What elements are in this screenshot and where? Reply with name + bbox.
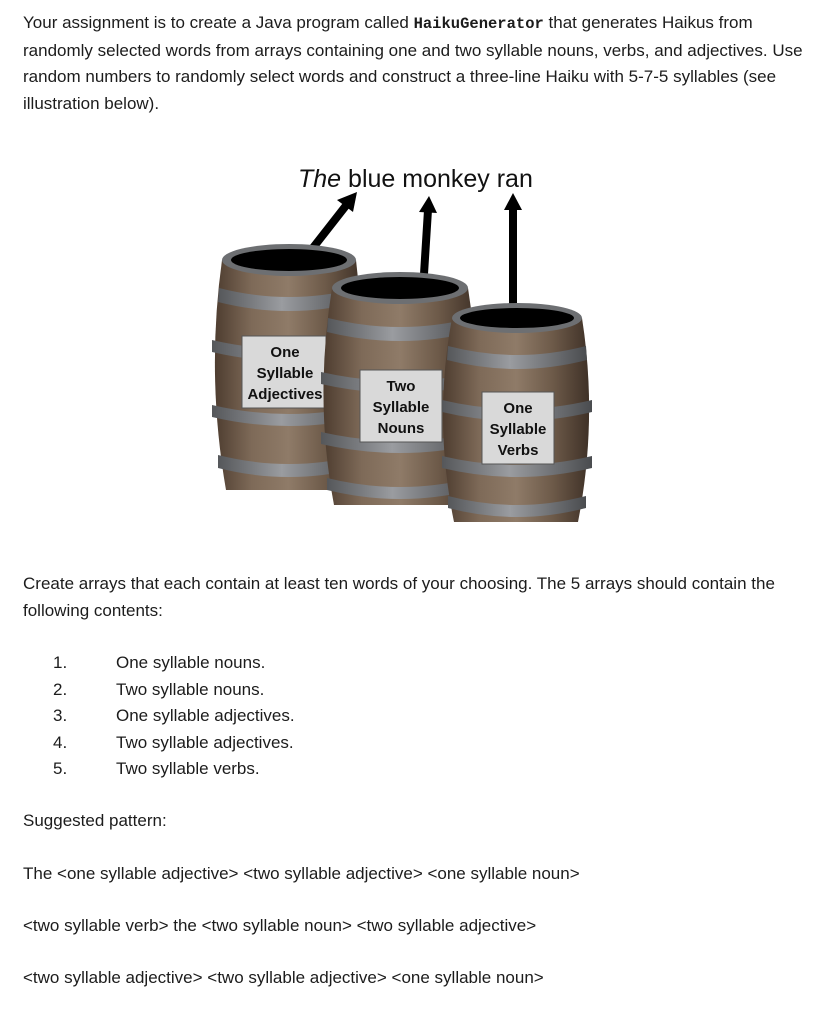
- barrel-3-label-3: Verbs: [497, 442, 539, 459]
- list-text: Two syllable adjectives.: [116, 732, 294, 752]
- list-text: Two syllable verbs.: [116, 759, 260, 778]
- intro-paragraph: [23, 10, 815, 117]
- suggested-pattern-label: Suggested pattern:: [23, 811, 167, 830]
- create-arrays-paragraph: Create arrays that each contain at least ten words of your choosing. The 5 arrays should contain the following contents:: [23, 574, 775, 620]
- list-number: 4.: [53, 732, 68, 752]
- title-rest: blue monkey ran: [341, 165, 533, 193]
- barrel-3-label-2: Syllable: [489, 421, 547, 438]
- list-text: One syllable adjectives.: [116, 706, 295, 725]
- pattern-line-3: <two syllable adjective> <two syllable adjective> <one syllable noun>: [23, 968, 544, 987]
- barrel-one-syllable-verbs: [442, 303, 592, 522]
- pattern-line-1: The <one syllable adjective> <two syllable adjective> <one syllable noun>: [23, 864, 580, 883]
- list-number: 3.: [53, 706, 68, 725]
- class-name-code: HaikuGenerator: [413, 15, 544, 33]
- barrel-1-label-3: Adjectives: [247, 386, 323, 403]
- pattern-line-2: <two syllable verb> the <two syllable noun> <two syllable adjective>: [23, 916, 537, 935]
- barrel-2-label-1: Two: [386, 378, 416, 395]
- barrel-2-label-3: Nouns: [377, 420, 425, 437]
- barrel-3-label-1: One: [503, 400, 533, 417]
- intro-text-2: that generates Haikus from randomly selected words from arrays containing one and two syllable nouns, verbs, and adjectives. Use random numbers to randomly select words and construct a three-line Haiku with 5-7-5 syllables (see illustration below).: [23, 13, 803, 113]
- list-number: 2.: [53, 679, 68, 699]
- list-text: Two syllable nouns.: [116, 679, 265, 699]
- barrel-1-label-1: One: [270, 344, 300, 361]
- list-text: One syllable nouns.: [116, 653, 266, 672]
- barrel-2-label-2: Syllable: [372, 399, 430, 416]
- haiku-line-title: [298, 165, 533, 193]
- list-number: 1.: [53, 653, 68, 672]
- title-italic-word: The: [298, 165, 342, 193]
- list-number: 5.: [53, 759, 68, 778]
- intro-text-1: Your assignment is to create a Java program called: [23, 13, 414, 32]
- arrow-right: [504, 193, 522, 315]
- barrel-1-label-2: Syllable: [256, 365, 314, 382]
- barrels-illustration: [190, 160, 620, 540]
